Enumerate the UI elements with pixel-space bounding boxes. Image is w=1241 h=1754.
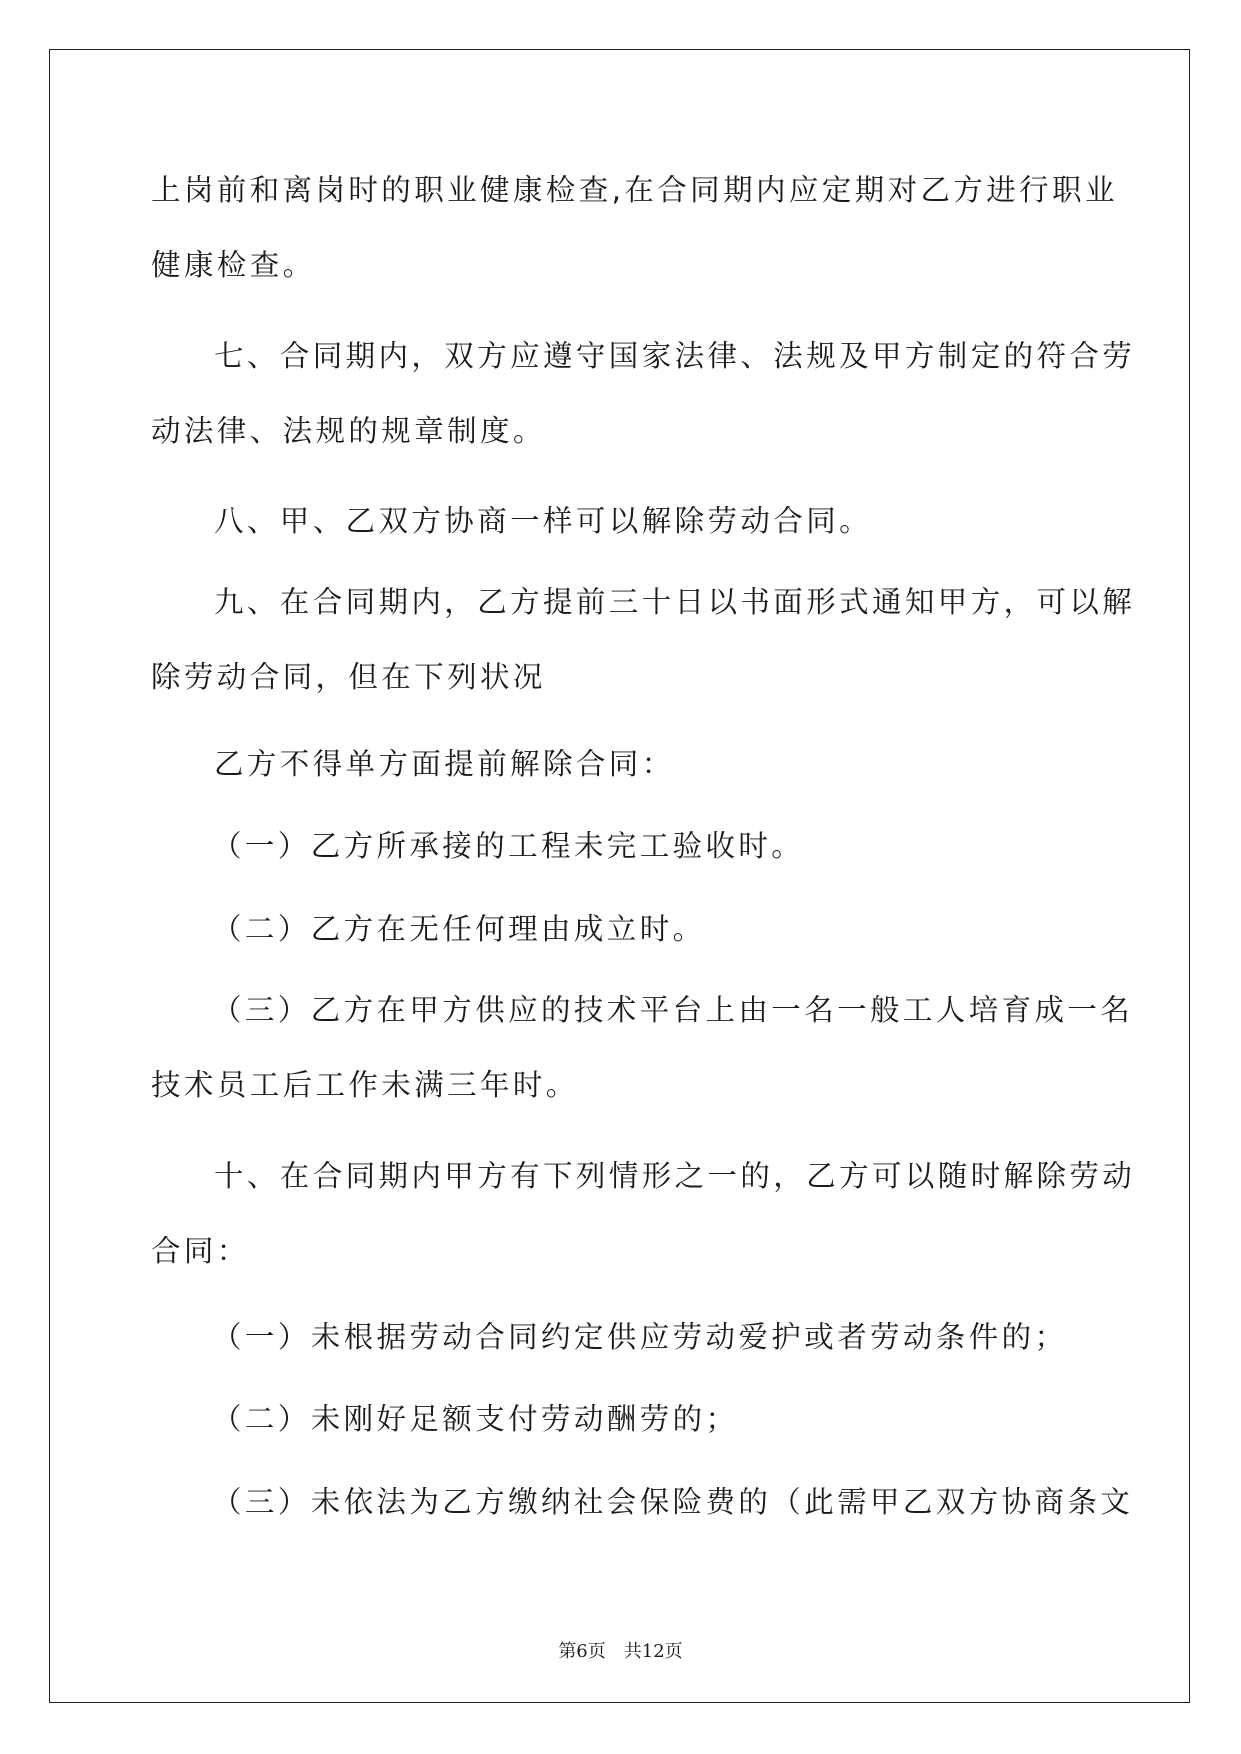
text-line: 九、在合同期内，乙方提前三十日以书面形式通知甲方，可以解: [214, 585, 1136, 619]
text-line: 健康检查。: [151, 248, 316, 282]
page-number: 第6页: [558, 1641, 606, 1662]
text-line: 十、在合同期内甲方有下列情形之一的，乙方可以随时解除劳动: [214, 1159, 1136, 1193]
text-line: 除劳动合同，但在下列状况: [151, 660, 546, 694]
text-line: （二）乙方在无任何理由成立时。: [212, 912, 706, 946]
page-footer: [0, 1640, 1241, 1664]
text-line: （一）未根据劳动合同约定供应劳动爱护或者劳动条件的；: [212, 1320, 1068, 1354]
text-line: （二）未刚好足额支付劳动酬劳的；: [212, 1402, 739, 1436]
text-line: 技术员工后工作未满三年时。: [151, 1068, 579, 1102]
text-line: 八、甲、乙双方协商一样可以解除劳动合同。: [214, 504, 873, 538]
text-line: （三）未依法为乙方缴纳社会保险费的（此需甲乙双方协商条文: [212, 1485, 1134, 1519]
text-line: （三）乙方在甲方供应的技术平台上由一名一般工人培育成一名: [212, 993, 1134, 1027]
text-line: 动法律、法规的规章制度。: [151, 414, 546, 448]
text-line: 上岗前和离岗时的职业健康检查,在合同期内应定期对乙方进行职业: [151, 173, 1118, 207]
page-border: [49, 49, 1190, 1703]
text-line: 七、合同期内，双方应遵守国家法律、法规及甲方制定的符合劳: [214, 339, 1136, 373]
text-line: 合同：: [151, 1234, 250, 1268]
text-line: 乙方不得单方面提前解除合同：: [214, 747, 675, 781]
text-line: （一）乙方所承接的工程未完工验收时。: [212, 829, 805, 863]
page-total: 共12页: [623, 1641, 683, 1662]
